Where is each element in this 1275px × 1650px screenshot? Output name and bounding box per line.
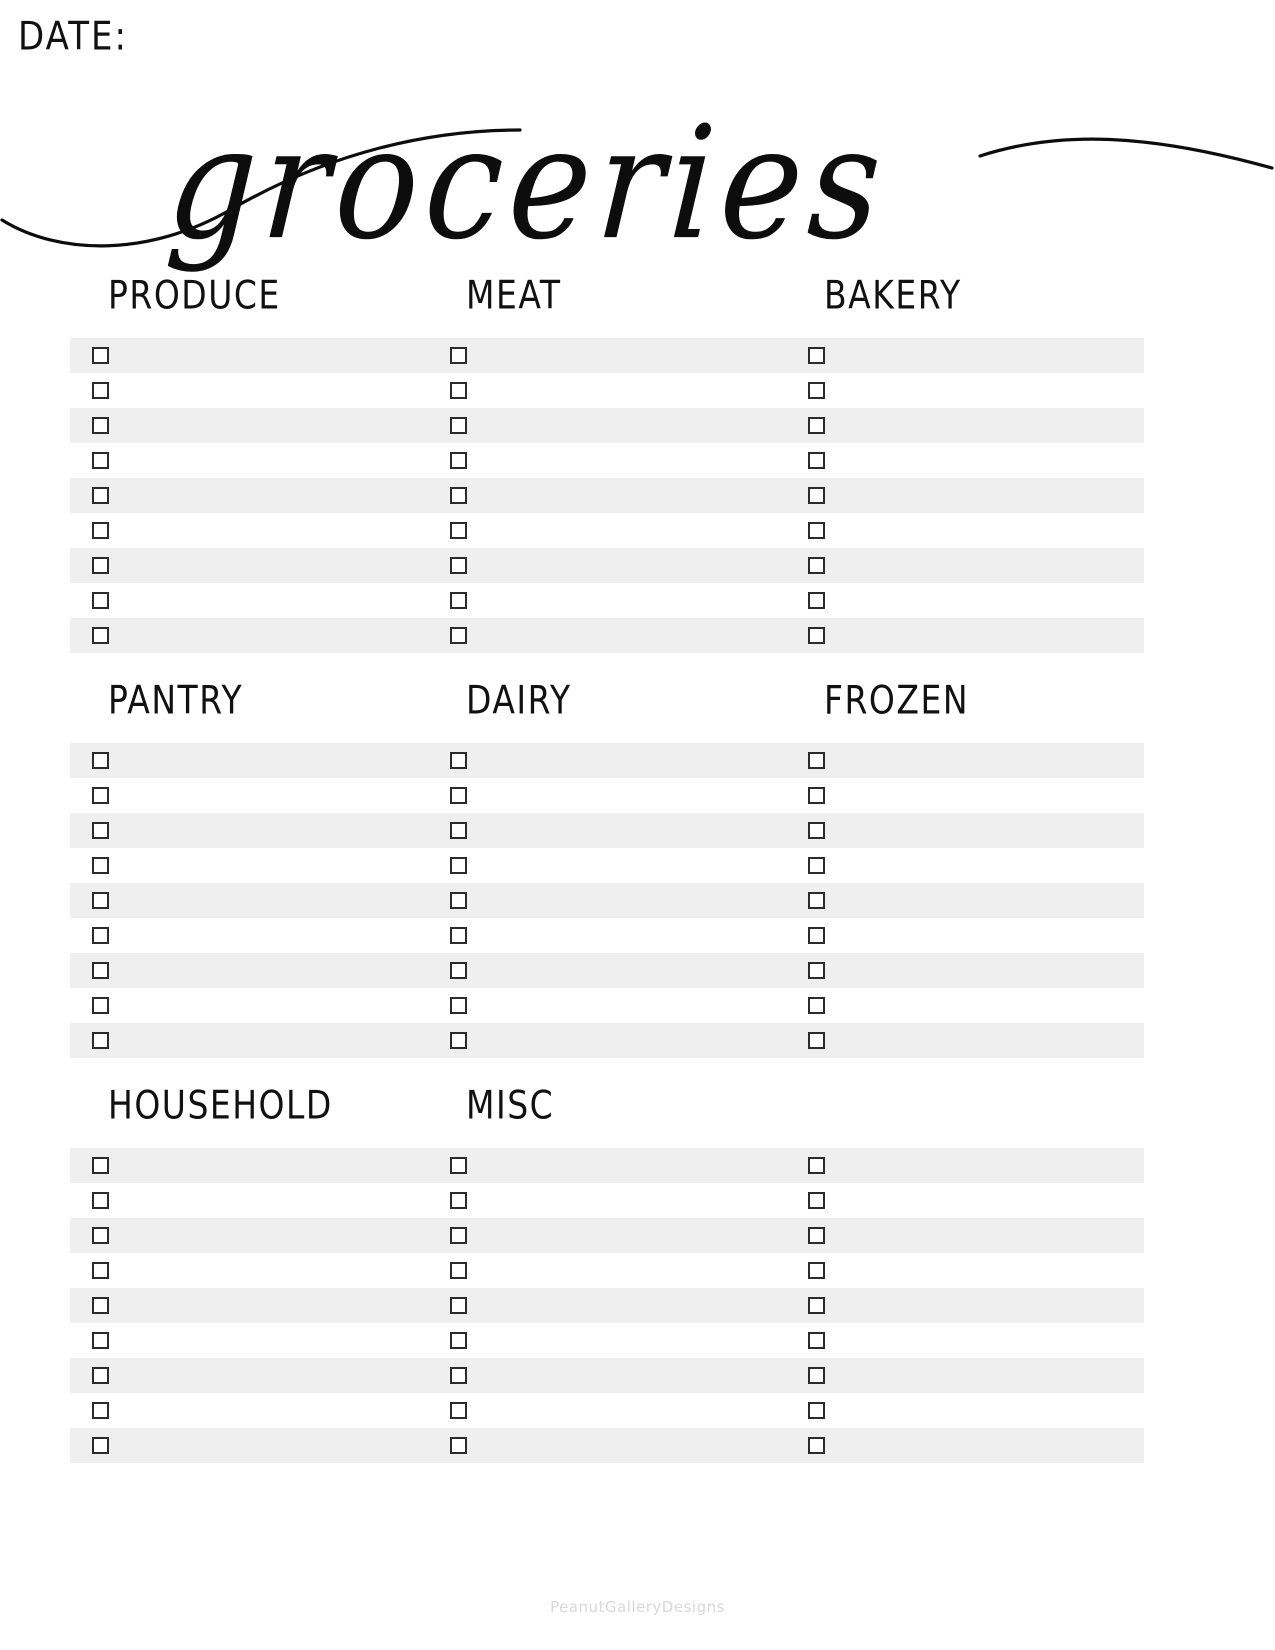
list-item[interactable]: [428, 513, 786, 548]
list-item[interactable]: [70, 1288, 428, 1323]
checkbox-icon[interactable]: [92, 892, 109, 909]
checkbox-icon[interactable]: [450, 787, 467, 804]
list-item[interactable]: [428, 478, 786, 513]
footer-credit: PeanutGalleryDesigns: [550, 1598, 725, 1616]
list-item[interactable]: [428, 848, 786, 883]
checkbox-icon[interactable]: [92, 1402, 109, 1419]
list-item[interactable]: [786, 1358, 1144, 1393]
list-item[interactable]: [428, 918, 786, 953]
list-item[interactable]: [70, 1428, 428, 1463]
section-title-pantry: PANTRY: [108, 677, 244, 724]
checkbox-icon[interactable]: [450, 417, 467, 434]
checkbox-icon[interactable]: [808, 627, 825, 644]
list-item[interactable]: [428, 1148, 786, 1183]
checkbox-icon[interactable]: [92, 927, 109, 944]
checkbox-icon[interactable]: [92, 962, 109, 979]
list-item[interactable]: [786, 373, 1144, 408]
date-label: DATE:: [18, 14, 128, 60]
list-item[interactable]: [786, 1023, 1144, 1058]
checkbox-icon[interactable]: [92, 452, 109, 469]
list-item[interactable]: [428, 953, 786, 988]
checkbox-icon[interactable]: [450, 522, 467, 539]
section-produce: [70, 272, 428, 653]
list-item[interactable]: [786, 778, 1144, 813]
checklist-meat: [428, 338, 786, 653]
checkbox-icon[interactable]: [92, 1297, 109, 1314]
list-item[interactable]: [786, 1183, 1144, 1218]
checkbox-icon[interactable]: [808, 452, 825, 469]
list-item[interactable]: [786, 1218, 1144, 1253]
checkbox-icon[interactable]: [808, 557, 825, 574]
list-item[interactable]: [786, 1148, 1144, 1183]
checkbox-icon[interactable]: [450, 962, 467, 979]
checkbox-icon[interactable]: [92, 1227, 109, 1244]
checkbox-icon[interactable]: [92, 857, 109, 874]
section-household: [70, 1082, 428, 1463]
list-item[interactable]: [786, 1393, 1144, 1428]
list-item[interactable]: [70, 373, 428, 408]
checkbox-icon[interactable]: [450, 1032, 467, 1049]
list-item[interactable]: [786, 743, 1144, 778]
section-meat: [428, 272, 786, 653]
section-row-2: [70, 677, 1145, 1058]
checkbox-icon[interactable]: [92, 1032, 109, 1049]
section-unlabeled: [786, 1090, 1144, 1463]
checkbox-icon[interactable]: [450, 1332, 467, 1349]
section-bakery: [786, 272, 1144, 653]
list-item[interactable]: [786, 953, 1144, 988]
checkbox-icon[interactable]: [808, 892, 825, 909]
section-frozen: [786, 677, 1144, 1058]
checkbox-icon[interactable]: [808, 1192, 825, 1209]
checkbox-icon[interactable]: [450, 1262, 467, 1279]
list-item[interactable]: [70, 443, 428, 478]
checkbox-icon[interactable]: [450, 927, 467, 944]
checkbox-icon[interactable]: [808, 592, 825, 609]
list-item[interactable]: [786, 478, 1144, 513]
list-item[interactable]: [428, 1253, 786, 1288]
checkbox-icon[interactable]: [92, 1262, 109, 1279]
checkbox-icon[interactable]: [808, 1332, 825, 1349]
checkbox-icon[interactable]: [808, 382, 825, 399]
grocery-sheet: [70, 272, 1145, 1495]
list-item[interactable]: [428, 1393, 786, 1428]
checkbox-icon[interactable]: [92, 1192, 109, 1209]
list-item[interactable]: [786, 1428, 1144, 1463]
checkbox-icon[interactable]: [92, 822, 109, 839]
checkbox-icon[interactable]: [450, 752, 467, 769]
checkbox-icon[interactable]: [808, 417, 825, 434]
list-item[interactable]: [786, 583, 1144, 618]
checklist-dairy: [428, 743, 786, 1058]
checkbox-icon[interactable]: [92, 347, 109, 364]
checklist-frozen: [786, 743, 1144, 1058]
checkbox-icon[interactable]: [92, 752, 109, 769]
list-item[interactable]: [786, 848, 1144, 883]
list-item[interactable]: [70, 548, 428, 583]
list-item[interactable]: [70, 513, 428, 548]
list-item[interactable]: [428, 988, 786, 1023]
checkbox-icon[interactable]: [92, 1437, 109, 1454]
checkbox-icon[interactable]: [808, 347, 825, 364]
checkbox-icon[interactable]: [92, 592, 109, 609]
list-item[interactable]: [428, 408, 786, 443]
checkbox-icon[interactable]: [450, 1227, 467, 1244]
list-item[interactable]: [70, 408, 428, 443]
list-item[interactable]: [70, 478, 428, 513]
section-dairy: [428, 677, 786, 1058]
checkbox-icon[interactable]: [92, 1367, 109, 1384]
list-item[interactable]: [70, 883, 428, 918]
section-title-produce: PRODUCE: [108, 272, 281, 319]
list-item[interactable]: [428, 373, 786, 408]
list-item[interactable]: [786, 1288, 1144, 1323]
checkbox-icon[interactable]: [450, 822, 467, 839]
list-item[interactable]: [70, 953, 428, 988]
checkbox-icon[interactable]: [92, 487, 109, 504]
checkbox-icon[interactable]: [808, 857, 825, 874]
checkbox-icon[interactable]: [808, 787, 825, 804]
list-item[interactable]: [428, 443, 786, 478]
section-title-frozen: FROZEN: [824, 677, 970, 724]
list-item[interactable]: [786, 548, 1144, 583]
checklist-bakery: [786, 338, 1144, 653]
list-item[interactable]: [428, 618, 786, 653]
checklist-household: [70, 1148, 428, 1463]
checkbox-icon[interactable]: [92, 787, 109, 804]
checkbox-icon[interactable]: [808, 1157, 825, 1174]
list-item[interactable]: [70, 813, 428, 848]
list-item[interactable]: [428, 1218, 786, 1253]
list-item[interactable]: [786, 988, 1144, 1023]
checkbox-icon[interactable]: [92, 417, 109, 434]
checkbox-icon[interactable]: [808, 1402, 825, 1419]
checkbox-icon[interactable]: [808, 1262, 825, 1279]
list-item[interactable]: [428, 1023, 786, 1058]
list-item[interactable]: [428, 1428, 786, 1463]
checkbox-icon[interactable]: [450, 857, 467, 874]
checkbox-icon[interactable]: [450, 452, 467, 469]
list-item[interactable]: [70, 1323, 428, 1358]
list-item[interactable]: [70, 1393, 428, 1428]
checkbox-icon[interactable]: [450, 1367, 467, 1384]
checklist-produce: [70, 338, 428, 653]
checkbox-icon[interactable]: [808, 522, 825, 539]
checkbox-icon[interactable]: [808, 752, 825, 769]
list-item[interactable]: [786, 618, 1144, 653]
section-pantry: [70, 677, 428, 1058]
checklist-unlabeled: [786, 1148, 1144, 1463]
checkbox-icon[interactable]: [808, 822, 825, 839]
list-item[interactable]: [786, 513, 1144, 548]
checkbox-icon[interactable]: [450, 1192, 467, 1209]
list-item[interactable]: [428, 743, 786, 778]
checkbox-icon[interactable]: [92, 627, 109, 644]
list-item[interactable]: [70, 743, 428, 778]
checkbox-icon[interactable]: [92, 557, 109, 574]
list-item[interactable]: [70, 1218, 428, 1253]
list-item[interactable]: [70, 1023, 428, 1058]
list-item[interactable]: [786, 1253, 1144, 1288]
list-item[interactable]: [428, 583, 786, 618]
checkbox-icon[interactable]: [92, 1332, 109, 1349]
checkbox-icon[interactable]: [808, 1227, 825, 1244]
checkbox-icon[interactable]: [450, 592, 467, 609]
checkbox-icon[interactable]: [808, 1297, 825, 1314]
list-item[interactable]: [70, 918, 428, 953]
list-item[interactable]: [786, 918, 1144, 953]
list-item[interactable]: [428, 1358, 786, 1393]
list-item[interactable]: [428, 883, 786, 918]
checkbox-icon[interactable]: [808, 927, 825, 944]
list-item[interactable]: [70, 778, 428, 813]
checkbox-icon[interactable]: [92, 522, 109, 539]
list-item[interactable]: [786, 883, 1144, 918]
list-item[interactable]: [70, 1183, 428, 1218]
checkbox-icon[interactable]: [450, 382, 467, 399]
checkbox-icon[interactable]: [450, 627, 467, 644]
checklist-misc: [428, 1148, 786, 1463]
list-item[interactable]: [70, 1253, 428, 1288]
checkbox-icon[interactable]: [92, 997, 109, 1014]
list-item[interactable]: [428, 778, 786, 813]
list-item[interactable]: [70, 583, 428, 618]
section-title-dairy: DAIRY: [466, 677, 572, 724]
page-title: groceries: [162, 93, 893, 275]
list-item[interactable]: [428, 1288, 786, 1323]
list-item[interactable]: [786, 443, 1144, 478]
checkbox-icon[interactable]: [92, 1157, 109, 1174]
checkbox-icon[interactable]: [450, 1297, 467, 1314]
checkbox-icon[interactable]: [92, 382, 109, 399]
section-misc: [428, 1082, 786, 1463]
checkbox-icon[interactable]: [808, 1367, 825, 1384]
list-item[interactable]: [786, 408, 1144, 443]
checkbox-icon[interactable]: [808, 1437, 825, 1454]
checkbox-icon[interactable]: [808, 1032, 825, 1049]
list-item[interactable]: [70, 988, 428, 1023]
section-row-3: [70, 1082, 1145, 1463]
checkbox-icon[interactable]: [450, 1402, 467, 1419]
checkbox-icon[interactable]: [450, 1157, 467, 1174]
checkbox-icon[interactable]: [450, 1437, 467, 1454]
list-item[interactable]: [70, 338, 428, 373]
list-item[interactable]: [786, 338, 1144, 373]
list-item[interactable]: [70, 848, 428, 883]
title-block: [0, 60, 1275, 275]
list-item[interactable]: [428, 548, 786, 583]
section-row-1: [70, 272, 1145, 653]
list-item[interactable]: [786, 813, 1144, 848]
checkbox-icon[interactable]: [450, 557, 467, 574]
section-title-bakery: BAKERY: [824, 272, 962, 319]
list-item[interactable]: [428, 813, 786, 848]
list-item[interactable]: [70, 1358, 428, 1393]
checkbox-icon[interactable]: [450, 997, 467, 1014]
list-item[interactable]: [428, 1183, 786, 1218]
checkbox-icon[interactable]: [450, 487, 467, 504]
list-item[interactable]: [70, 618, 428, 653]
checkbox-icon[interactable]: [450, 892, 467, 909]
checkbox-icon[interactable]: [808, 962, 825, 979]
checkbox-icon[interactable]: [808, 997, 825, 1014]
section-title-household: HOUSEHOLD: [108, 1082, 333, 1129]
list-item[interactable]: [428, 338, 786, 373]
section-title-meat: MEAT: [466, 272, 562, 319]
list-item[interactable]: [786, 1323, 1144, 1358]
checkbox-icon[interactable]: [450, 347, 467, 364]
checklist-pantry: [70, 743, 428, 1058]
list-item[interactable]: [428, 1323, 786, 1358]
checkbox-icon[interactable]: [808, 487, 825, 504]
list-item[interactable]: [70, 1148, 428, 1183]
section-title-misc: MISC: [466, 1082, 555, 1129]
